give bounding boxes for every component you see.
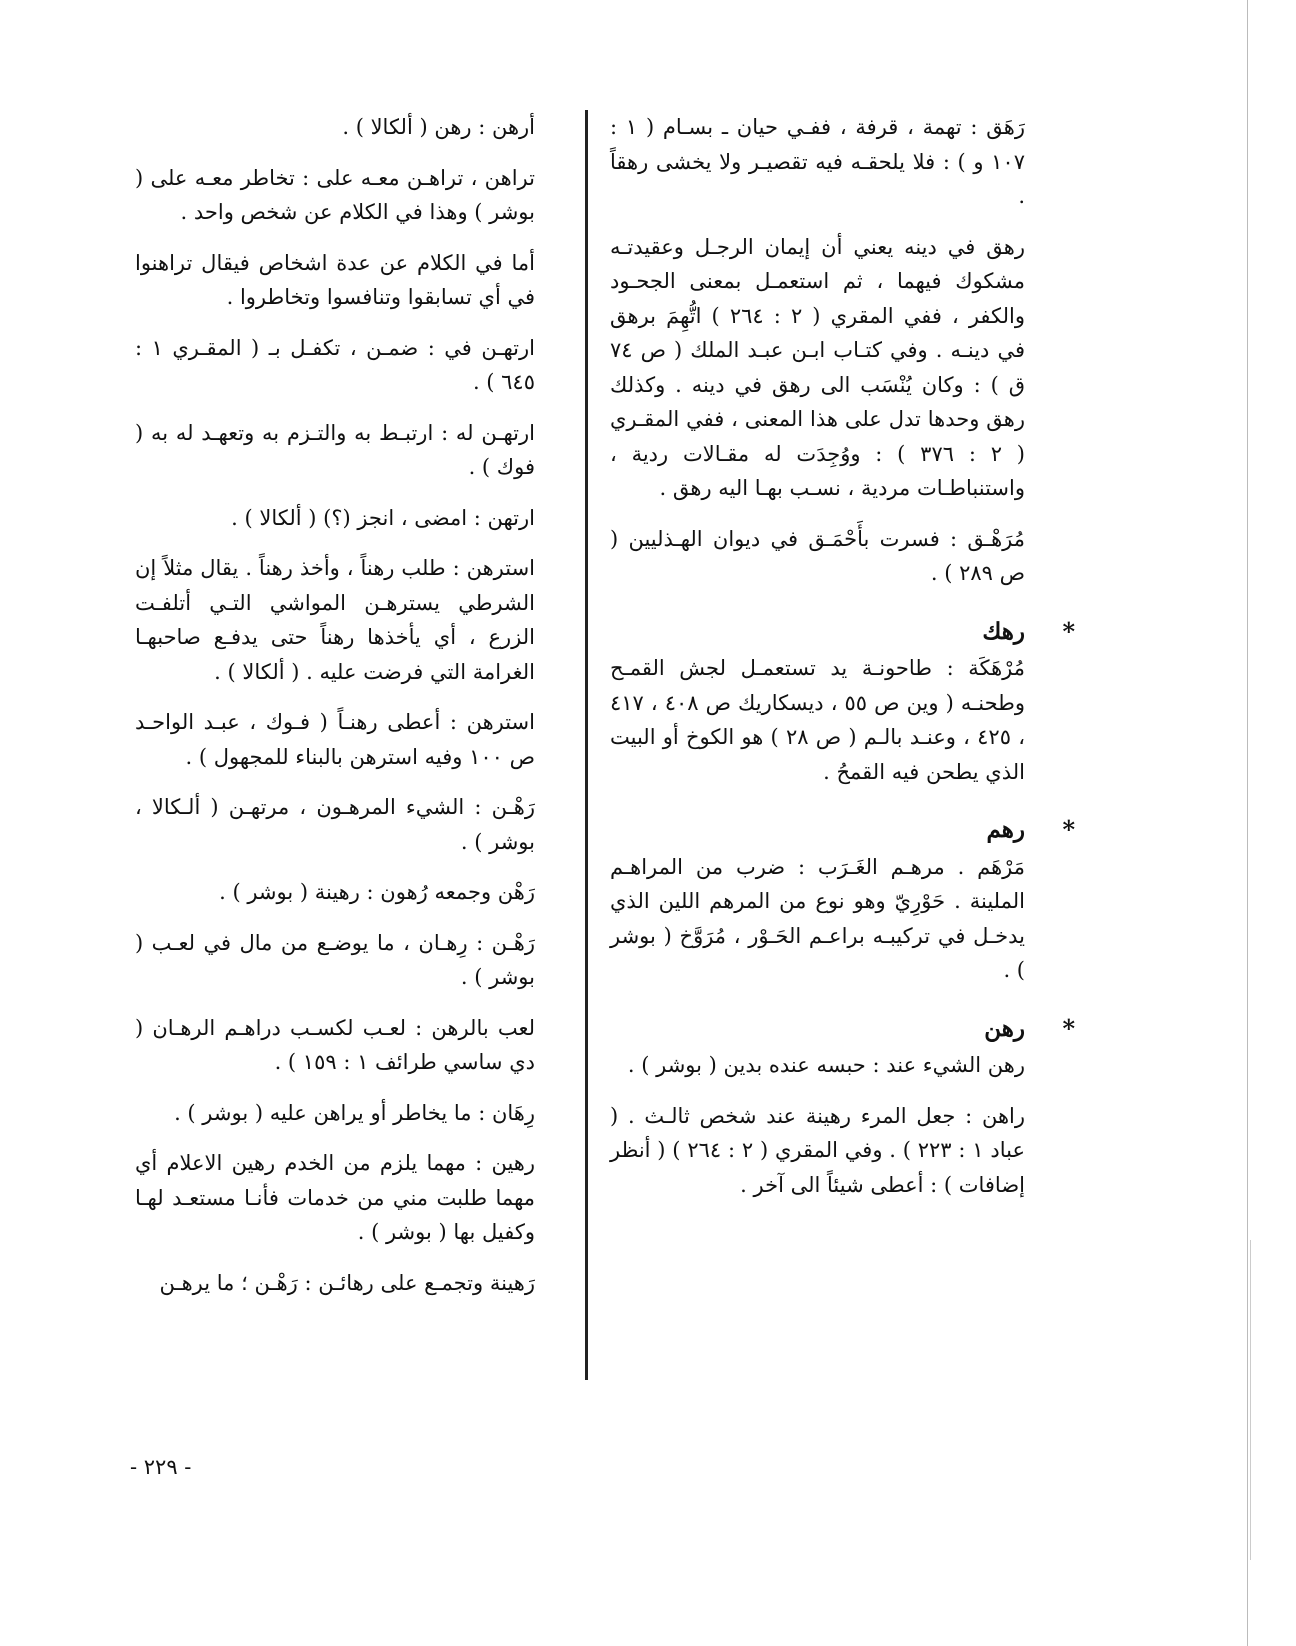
entry-rahana: رهن الشيء عند : حبسه عنده بدين ( بوشر ) . [627, 1053, 1025, 1077]
entry-rahina: رَهينة وتجمـع على رهائـن : رَهْـن ؛ ما يرهـن [159, 1270, 535, 1295]
entry-laab-bilrahn: لعب بالرهن : لعـب لكسـب دراهـم الرهـان ( دي ساسي طرائف ١ : ١٥٩ ) . [135, 1015, 535, 1074]
heading-label: رهن [984, 1014, 1025, 1042]
entry-irtahan-lahu: ارتهـن له : ارتبـط به والتـزم به وتعهـد له به ( فوك ) . [135, 420, 535, 479]
entry-rahaq: رَهَق : تهمة ، قرفة ، ففـي حيان ـ بسـام ( ١ : ١٠٧ و ) : فلا يلحقـه فيه تقصيـر ولا يخشى رهقاً . [610, 115, 1025, 208]
right-column [610, 110, 1075, 1218]
star-marker: * [1062, 1013, 1075, 1043]
entry-rahin: رهين : مهما يلزم من الخدم رهين الاعلام أي مهما طلبت مني من خدمات فأنـا مستعـد لهـا وكفيل بها ( بوشر ) . [135, 1151, 535, 1244]
entry-rahn-3: رَهْـن : رِهـان ، ما يوضـع من مال في لعـب ( بوشر ) . [135, 930, 535, 989]
left-column [135, 110, 535, 1316]
column-divider [585, 110, 588, 1380]
page-edge-line-lower [1250, 1240, 1251, 1560]
star-marker: * [1062, 616, 1075, 646]
entry-taraahan: تراهن ، تراهـن معـه على : تخاطر معـه على ( بوشر ) وهذا في الكلام عن شخص واحد . [135, 165, 535, 224]
heading-rahm [610, 813, 1075, 848]
entry-arhan: أرهن : رهن ( ألكالا ) . [342, 115, 535, 139]
heading-rahk [610, 615, 1075, 650]
entry-rihan: رِهَان : ما يخاطر أو يراهن عليه ( بوشر ) . [174, 1100, 535, 1125]
page-edge-line [1247, 0, 1248, 1646]
entry-istarhan-1: استرهن : طلب رهناً ، وأخذ رهناً . يقال مثلاً إن الشرطي يسترهـن المواشي التـي أتلفـت الزرع ، أي يأخذها رهناً حتى يدفـع صاحبهـا الغرامة التي فرضت عليه . ( ألكالا ) . [135, 556, 535, 684]
entry-taraahanu: أما في الكلام عن عدة اشخاص فيقال تراهنوا في أي تسابقوا وتنافسوا وتخاطروا . [135, 250, 535, 309]
entry-marham: مَرْهَم . مرهـم الغَـرَب : ضرب من المراهـم الملينة . حَوْرِيّ وهو نوع من المرهم اللين الذي يدخـل في تركيبـه براعـم الحَـوْر ، مُرَوَّخ ( بوشر ) . [610, 854, 1025, 982]
entry-irtahan-amda: ارتهن : امضى ، انجز (؟) ( ألكالا ) . [231, 505, 535, 530]
entry-irtahan-fi: ارتهـن في : ضمـن ، تكفـل بـ ( المقـري ١ : ٦٤٥ ) . [135, 335, 535, 394]
heading-label: رهم [986, 816, 1025, 843]
entry-murhaka: مُرْهَكَة : طاحونـة يد تستعمـل لجش القمـح وطحنـه ( وين ص ٥٥ ، ديسكاريك ص ٤٠٨ ، ٤١٧ ، ٤٢٥ ، وعنـد بالـم ( ص ٢٨ ) هو الكوخ أو البيت الذي يطحن فيه القمحُ . [610, 656, 1025, 784]
star-marker: * [1062, 815, 1075, 844]
page-number: - ٢٢٩ - [130, 1455, 192, 1479]
entry-raahana: راهن : جعل المرء رهينة عند شخص ثالـث . ( عباد ١ : ٢٢٣ ) . وفي المقري ( ٢ : ٢٦٤ ) ( أنظر إضافات ) : أعطى شيئاً الى آخر . [610, 1103, 1026, 1197]
entry-rahaq-religion: رهق في دينه يعني أن إيمان الرجـل وعقيدتـه مشكوك فيهما ، ثم استعمـل بمعنى الجحـود والكفر ، ففي المقري ( ٢ : ٢٦٤ ) اتُّهِمَ برهق في دينـه . وفي كتـاب ابـن عبـد الملك ( ص ٧٤ ق ) : وكان يُنْسَب الى رهق في دينه . وكذلك رهق وحدها تدل على هذا المعنى ، ففي المقـري ( ٢ : ٣٧٦ ) : ووُجِدَت له مقـالات ردية ، واستنباطـات مردية ، نسـب بهـا اليه رهق . [610, 234, 1026, 500]
heading-label: رهك [982, 617, 1025, 645]
heading-rahn [610, 1012, 1075, 1047]
entry-istarhan-2: استرهن : أعطى رهنـاً ( فـوك ، عبـد الواحـد ص ١٠٠ وفيه استرهن بالبناء للمجهول ) . [135, 710, 535, 769]
entry-rahn-1: رَهْـن : الشيء المرهـون ، مرتهـن ( ألـكالا ، بوشر ) . [135, 795, 535, 854]
entry-rahn-2: رَهْن وجمعه رُهون : رهينة ( بوشر ) . [219, 880, 535, 904]
entry-murhaq: مُرَهْـق : فسرت بأَحْمَـق في ديوان الهـذليين ( ص ٢٨٩ ) . [610, 526, 1025, 585]
